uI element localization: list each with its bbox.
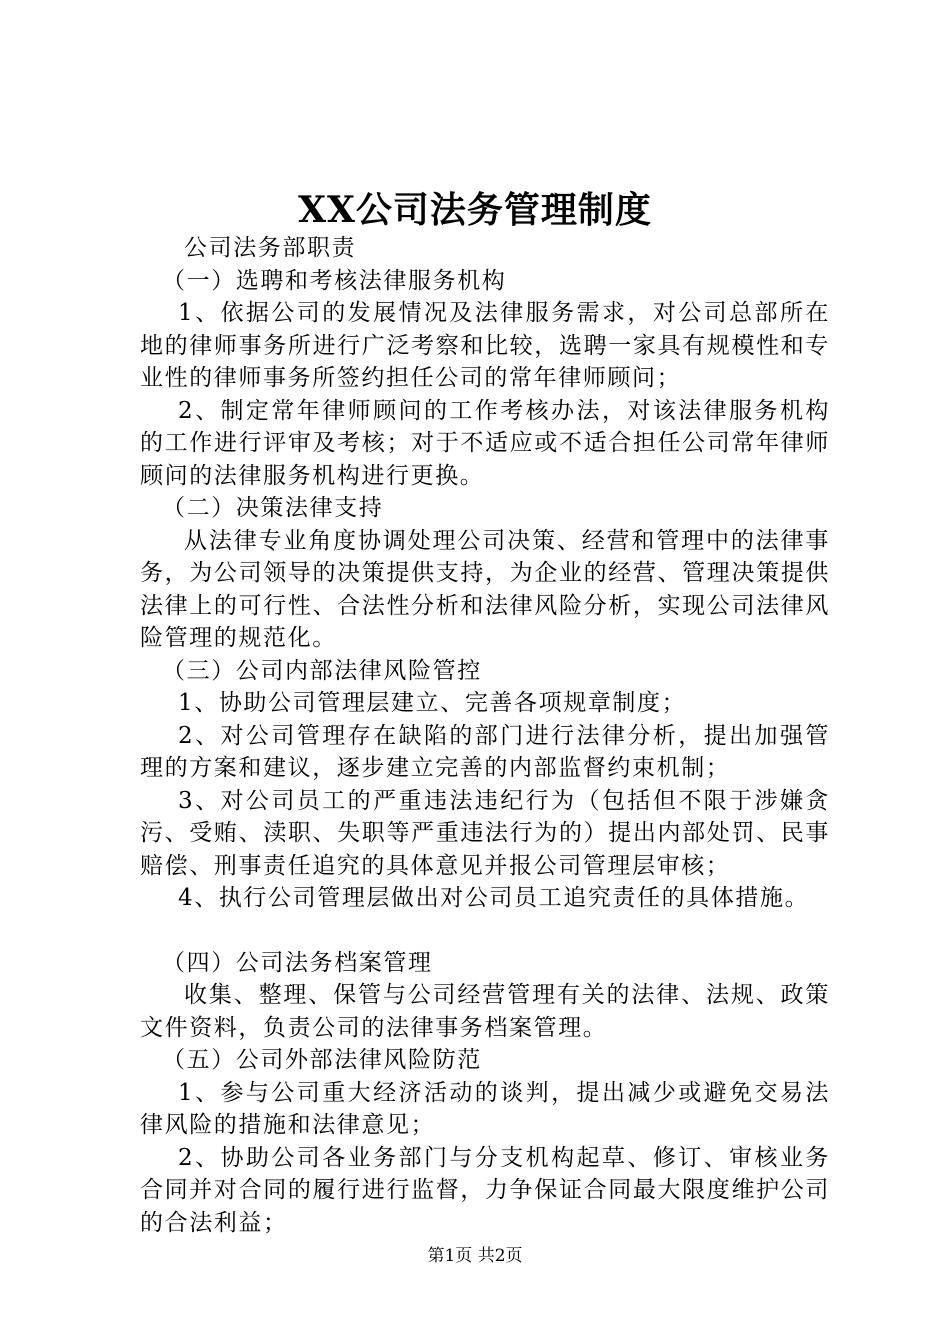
page-footer: 第1页 共2页: [427, 1246, 523, 1266]
section-heading-2: （二）决策法律支持: [162, 495, 384, 521]
document-title: XX公司法务管理制度: [298, 189, 652, 231]
paragraph: 4、执行公司管理层做出对公司员工追究责任的具体措施。: [178, 885, 810, 911]
paragraph: 1、参与公司重大经济活动的谈判，提出减少或避免交易法律风险的措施和法律意见；: [140, 1079, 830, 1138]
section-heading-5: （五）公司外部法律风险防范: [162, 1047, 482, 1073]
paragraph-gap: [140, 915, 830, 947]
section-heading-main: 公司法务部职责: [184, 235, 357, 261]
document-body: [140, 232, 830, 1239]
section-heading-4: （四）公司法务档案管理: [162, 949, 433, 976]
paragraph: 2、协助公司各业务部门与分支机构起草、修订、审核业务合同并对合同的履行进行监督，力争保证合同最大限度维护公司的合法利益；: [140, 1144, 830, 1236]
paragraph: 1、依据公司的发展情况及法律服务需求，对公司总部所在地的律师事务所进行广泛考察和比较，选聘一家具有规模性和专业性的律师事务所签约担任公司的常年律师顾问；: [140, 300, 830, 391]
paragraph: 3、对公司员工的严重违法违纪行为（包括但不限于涉嫌贪污、受贿、渎职、失职等严重违法行为的）提出内部处罚、民事赔偿、刑事责任追究的具体意见并报公司管理层审核；: [140, 787, 830, 879]
paragraph: 收集、整理、保管与公司经营管理有关的法律、法规、政策文件资料，负责公司的法律事务档案管理。: [140, 982, 830, 1041]
paragraph: 2、对公司管理存在缺陷的部门进行法律分析，提出加强管理的方案和建议，逐步建立完善的内部监督约束机制；: [140, 722, 830, 781]
section-heading-1: （一）选聘和考核法律服务机构: [162, 267, 507, 294]
section-heading-3: （三）公司内部法律风险管控: [162, 657, 482, 684]
paragraph: 1、协助公司管理层建立、完善各项规章制度；: [178, 690, 687, 716]
paragraph: 2、制定常年律师顾问的工作考核办法，对该法律服务机构的工作进行评审及考核；对于不适应或不适合担任公司常年律师顾问的法律服务机构进行更换。: [140, 397, 830, 489]
paragraph: 从法律专业角度协调处理公司决策、经营和管理中的法律事务，为公司领导的决策提供支持，为企业的经营、管理决策提供法律上的可行性、合法性分析和法律风险分析，实现公司法律风险管理的规范化。: [140, 527, 830, 651]
